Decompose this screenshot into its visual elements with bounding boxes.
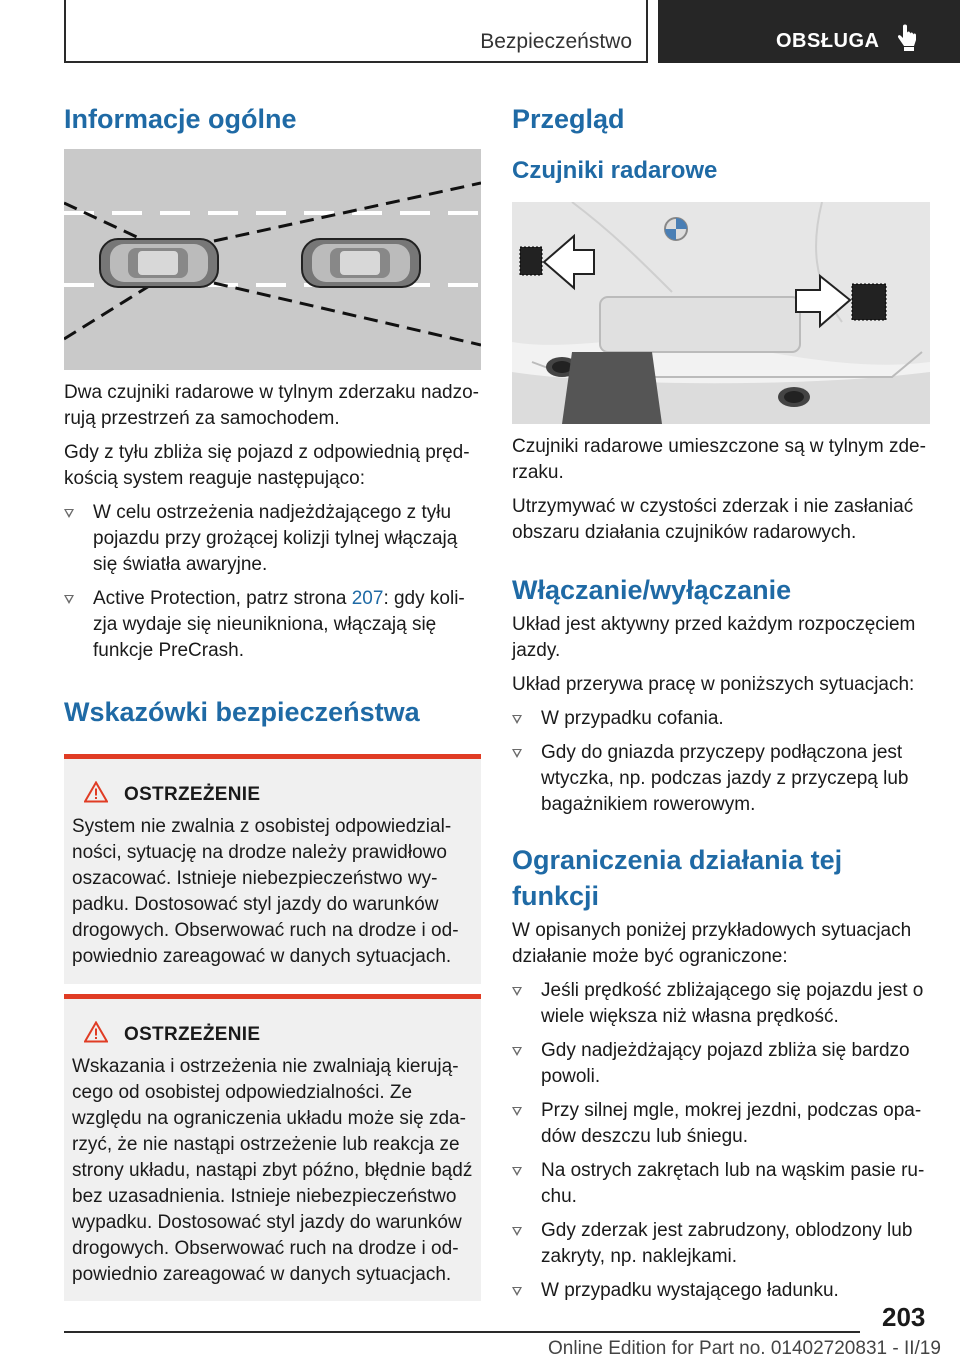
warning-text: System nie zwalnia z osobistej odpowiedzialności, sytuację na drodze należy prawidłowo oszacować. Istnieje niebezpieczeństwo wypadku. Dostosować styl jazdy do warunków drogowych. Obserwować ruch na drodze i odpowiednio zareagować w danych sytuacjach. xyxy=(72,816,459,967)
list-item: Gdy do gniazda przyczepy podłączona jest wtyczka, np. podczas jazdy z przyczepą lub bagażnikiem rowerowym. xyxy=(512,740,930,818)
warning-triangle-icon xyxy=(84,781,108,808)
heading-limits: Ograniczenia działania tej funkcji xyxy=(512,845,843,911)
right-column xyxy=(512,100,930,1304)
list-item: Active Protection, patrz strona 207: gdy kolizja wydaje się nieunikniona, włączają się funkcje PreCrash. xyxy=(64,586,481,664)
list-item: W celu ostrzeżenia nadjeżdżającego z tyłu pojazdu przy grożącej kolizji tylnej włączają się światła awaryjne. xyxy=(64,500,481,578)
heading-safety: Wskazówki bezpieczeństwa xyxy=(64,697,420,727)
paragraph-interrupt: Układ przerywa pracę w poniższych sytuacjach: xyxy=(512,674,915,695)
paragraph-sensor-location: Czujniki radarowe umieszczone są w tylnym zderzaku. xyxy=(512,436,926,483)
bullet-triangle-icon xyxy=(512,987,522,996)
reaction-list xyxy=(64,500,481,664)
list-item: Gdy zderzak jest zabrudzony, oblodzony lub zakryty, np. naklejkami. xyxy=(512,1218,930,1270)
heading-overview: Przegląd xyxy=(512,104,625,134)
warning-header xyxy=(72,1021,473,1048)
footer-divider xyxy=(64,1331,860,1333)
bullet-triangle-icon xyxy=(512,749,522,758)
page-number: 203 xyxy=(882,1302,926,1332)
paragraph-approach: Gdy z tyłu zbliża się pojazd z odpowiednią prędkością system reaguje następująco: xyxy=(64,442,470,489)
warning-triangle-icon xyxy=(84,1021,108,1048)
chapter-tab xyxy=(658,0,960,63)
warning-title: OSTRZEŻENIE xyxy=(124,1023,261,1045)
two-cars-radar-diagram xyxy=(64,149,481,370)
left-column xyxy=(64,100,481,1301)
limits-list xyxy=(512,978,930,1304)
interrupt-list xyxy=(512,706,930,818)
warning-header xyxy=(72,781,473,808)
footer-edition: Online Edition for Part no. 01402720831 - II/19 xyxy=(548,1338,941,1359)
rear-bumper-sensor-image xyxy=(512,202,930,424)
bullet-triangle-icon xyxy=(512,1167,522,1176)
bullet-triangle-icon xyxy=(512,1227,522,1236)
heading-onoff: Włączanie/wyłączanie xyxy=(512,575,792,605)
list-item: W przypadku cofania. xyxy=(512,706,930,732)
bullet-triangle-icon xyxy=(64,595,74,604)
heading-general: Informacje ogólne xyxy=(64,104,297,134)
bullet-triangle-icon xyxy=(512,1107,522,1116)
chapter-tab-label: OBSŁUGA xyxy=(776,30,880,52)
list-item: Jeśli prędkość zbliżającego się pojazdu jest o wiele większa niż własna prędkość. xyxy=(512,978,930,1030)
paragraph-radar-intro: Dwa czujniki radarowe w tylnym zderzaku nadzorują przestrzeń za samochodem. xyxy=(64,382,479,429)
bullet-triangle-icon xyxy=(512,1287,522,1296)
page-link-207[interactable]: 207 xyxy=(351,588,384,609)
bullet-triangle-icon xyxy=(512,715,522,724)
list-item: W przypadku wystającego ładunku. xyxy=(512,1278,930,1304)
list-item: Gdy nadjeżdżający pojazd zbliża się bardzo powoli. xyxy=(512,1038,930,1090)
warning-title: OSTRZEŻENIE xyxy=(124,783,261,805)
bullet-triangle-icon xyxy=(64,509,74,518)
list-item: Przy silnej mgle, mokrej jezdni, podczas opadów deszczu lub śniegu. xyxy=(512,1098,930,1150)
list-item: Na ostrych zakrętach lub na wąskim pasie ruchu. xyxy=(512,1158,930,1210)
warning-box xyxy=(64,994,481,1301)
bullet-triangle-icon xyxy=(512,1047,522,1056)
warning-box xyxy=(64,754,481,984)
pointing-hand-icon xyxy=(896,24,918,57)
paragraph-active: Układ jest aktywny przed każdym rozpoczęciem jazdy. xyxy=(512,614,916,661)
paragraph-sensor-clean: Utrzymywać w czystości zderzak i nie zasłaniać obszaru działania czujników radarowych. xyxy=(512,496,914,543)
section-tab xyxy=(64,0,648,63)
paragraph-limits: W opisanych poniżej przykładowych sytuacjach działanie może być ograniczone: xyxy=(512,920,912,967)
warning-text: Wskazania i ostrzeżenia nie zwalniają kierującego od osobistej odpowiedzialności. Ze względu na ograniczenia układu może się zdarzyć, że nie nastąpi ostrzeżenie lub reakcja ze strony układu, nastąpi zbyt późno, błędnie bądź bez uzasadnienia. Istnieje niebezpieczeństwo wypadku. Dostosować styl jazdy do warunków drogowych. Obserwować ruch na drodze i odpowiednio zareagować w danych sytuacjach. xyxy=(72,1056,473,1285)
heading-sensors: Czujniki radarowe xyxy=(512,157,718,184)
section-tab-label: Bezpieczeństwo xyxy=(480,30,632,53)
